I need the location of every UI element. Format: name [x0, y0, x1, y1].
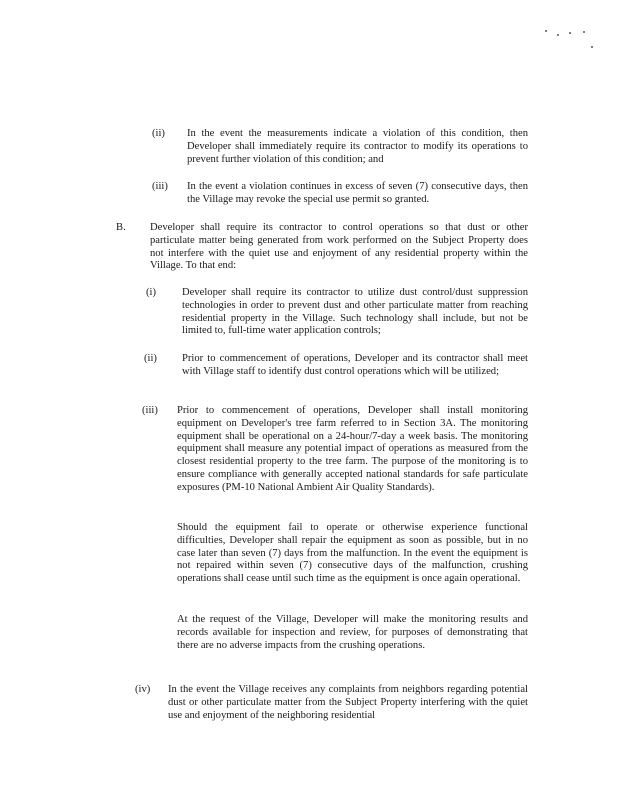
paragraph: At the request of the Village, Developer will make the monitoring results and records available for inspection and review, for purposes of demonstrating that there are no adverse impacts from the crushing operations. — [177, 614, 528, 651]
item-marker: (iii) — [142, 405, 158, 416]
paragraph: Developer shall require its contractor to utilize dust control/dust suppression technologies in order to prevent dust and other particulate matter from reaching residential property in the Village. Such technology shall include, but not be limited to, full-time water application controls; — [182, 287, 528, 337]
paragraph: Prior to commencement of operations, Developer and its contractor shall meet with Village staff to identify dust control operations which will be utilized; — [182, 353, 528, 377]
paragraph: In the event the measurements indicate a violation of this condition, then Developer shall immediately require its contractor to modify its operations to prevent further violation of this condition; and — [187, 128, 528, 165]
speck — [557, 34, 559, 36]
speck — [545, 30, 547, 32]
speck — [569, 32, 571, 34]
paragraph: In the event a violation continues in excess of seven (7) consecutive days, then the Village may revoke the special use permit so granted. — [187, 181, 528, 205]
paragraph: Developer shall require its contractor to control operations so that dust or other particulate matter being generated from work performed on the Subject Property does not interfere with the quiet use and enjoyment of any residential property within the Village. To that end: — [150, 222, 528, 272]
section-marker: B. — [116, 222, 126, 233]
paragraph: Prior to commencement of operations, Developer shall install monitoring equipment on Developer's tree farm referred to in Section 3A. The monitoring equipment shall be operational on a 24-hour/7-day a week basis. The monitoring equipment shall measure any potential impact of operations as measured from the closest residential property to the tree farm. The purpose of the monitoring is to ensure compliance with generally accepted national standards for safe particulate exposures (PM-10 National Ambient Air Quality Standards). — [177, 405, 528, 493]
item-marker: (iii) — [152, 181, 168, 192]
scan-specks — [539, 28, 599, 58]
item-marker: (i) — [146, 287, 156, 298]
item-marker: (ii) — [152, 128, 165, 139]
speck — [583, 31, 585, 33]
paragraph: In the event the Village receives any complaints from neighbors regarding potential dust or other particulate matter from the Subject Property interfering with the quiet use and enjoyment of the neighboring residential — [168, 684, 528, 721]
item-marker: (iv) — [135, 684, 151, 695]
paragraph: Should the equipment fail to operate or otherwise experience functional difficulties, Developer shall repair the equipment as soon as possible, but in no case later than seven (7) days from the malfunction. In the event the equipment is not repaired within seven (7) consecutive days of the malfunction, crushing operations shall cease until such time as the equipment is once again operational. — [177, 522, 528, 585]
speck — [591, 46, 593, 48]
item-marker: (ii) — [144, 353, 157, 364]
